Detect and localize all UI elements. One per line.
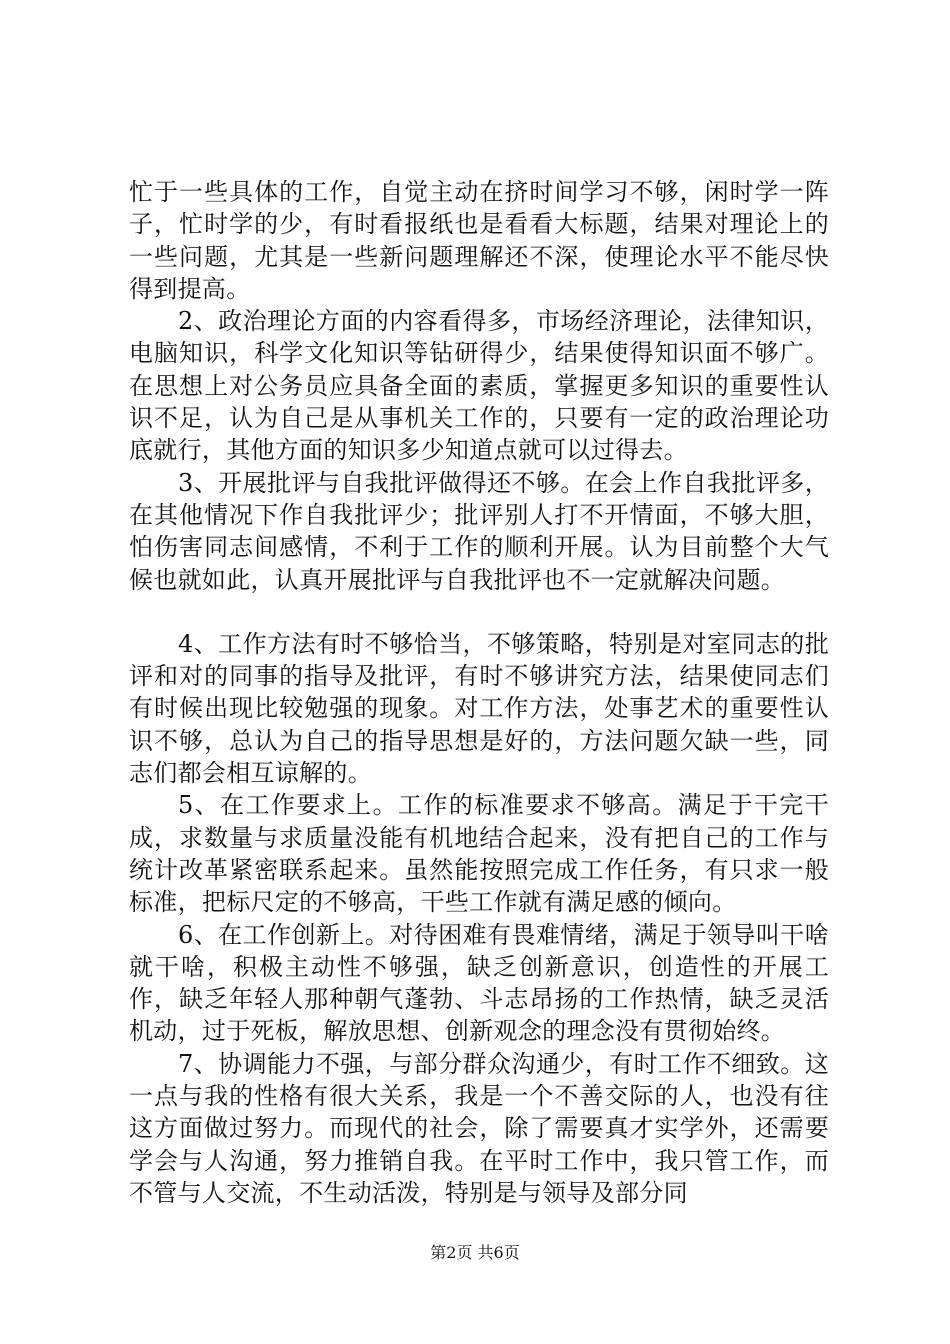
paragraph-item-5: 5、在工作要求上。工作的标准要求不够高。满足于干完干成，求数量与求质量没能有机地结合起来，没有把自己的工作与统计改革紧密联系起来。虽然能按照完成工作任务，有只求一般标准，把标尺定的不够高，干些工作就有满足感的倾向。 (129, 791, 829, 917)
paragraph-item-7: 7、协调能力不强，与部分群众沟通少，有时工作不细致。这一点与我的性格有很大关系，我是一个不善交际的人，也没有往这方面做过努力。而现代的社会，除了需要真才实学外，还需要学会与人沟通，努力推销自我。在平时工作中，我只管工作，而不管与人交流，不生动活泼，特别是与领导及部分同 (129, 1049, 829, 1207)
paragraph-item-6: 6、在工作创新上。对待困难有畏难情绪，满足于领导叫干啥就干啥，积极主动性不够强，缺乏创新意识，创造性的开展工作，缺乏年轻人那种朝气蓬勃、斗志昂扬的工作热情，缺乏灵活机动，过于死板，解放思想、创新观念的理念没有贯彻始终。 (129, 920, 829, 1046)
paragraph-item-4: 4、工作方法有时不够恰当，不够策略，特别是对室同志的批评和对的同事的指导及批评，有时不够讲究方法，结果使同志们有时候出现比较勉强的现象。对工作方法，处事艺术的重要性认识不够，总认为自己的指导思想是好的，方法问题欠缺一些，同志们都会相互谅解的。 (129, 629, 829, 788)
document-body (129, 176, 829, 1209)
paragraph-item-3: 3、开展批评与自我批评做得还不够。在会上作自我批评多，在其他情况下作自我批评少；批评别人打不开情面，不够大胆，怕伤害同志间感情，不利于工作的顺利开展。认为目前整个大气候也就如此，认真开展批评与自我批评也不一定就解决问题。 (129, 468, 829, 594)
paragraph-item-2: 2、政治理论方面的内容看得多，市场经济理论，法律知识，电脑知识，科学文化知识等钻研得少，结果使得知识面不够广。在思想上对公务员应具备全面的素质，掌握更多知识的重要性认识不足，认为自己是从事机关工作的，只要有一定的政治理论功底就行，其他方面的知识多少知道点就可以过得去。 (129, 307, 829, 465)
blank-line (129, 596, 829, 628)
paragraph-continuation: 忙于一些具体的工作，自觉主动在挤时间学习不够，闲时学一阵子，忙时学的少，有时看报纸也是看看大标题，结果对理论上的一些问题，尤其是一些新问题理解还不深，使理论水平不能尽快得到提高。 (129, 178, 829, 303)
page-footer: 第2页 共6页 (430, 1243, 520, 1262)
